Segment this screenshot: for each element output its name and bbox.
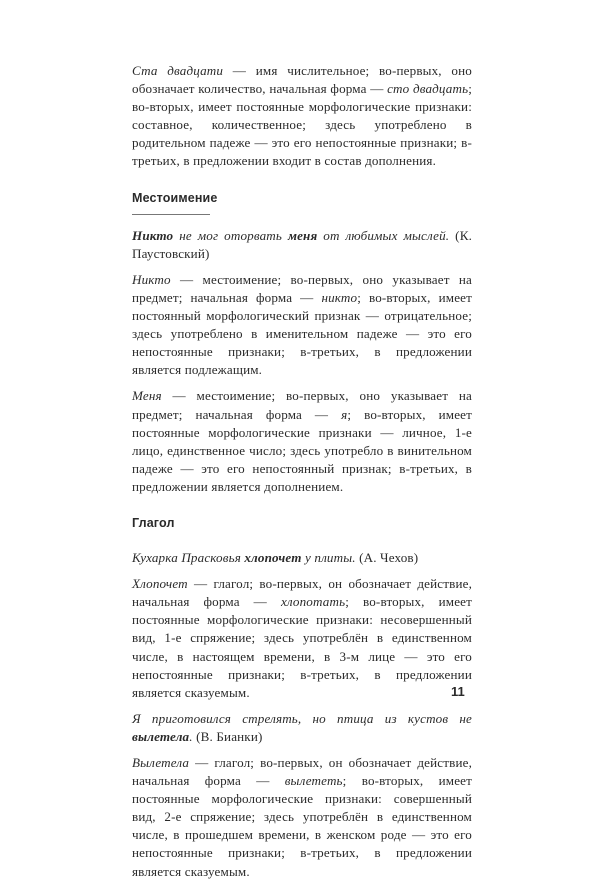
heading-pronoun	[132, 189, 472, 215]
run-2-2: меня	[287, 227, 318, 243]
run-9-1: — глагол; во-первых, он обозначает действие, начальная форма —	[132, 755, 472, 789]
run-8-2: .	[189, 728, 193, 744]
run-4-2: я	[341, 406, 348, 422]
run-6-1: хлопочет	[244, 550, 302, 566]
run-3-3: ; во-вторых, имеет постоянный морфологический признак — отрицательное; здесь употреблено в именительном падеже — это его непостоянные признаки; в-третьих, в предложении является подлежащим.	[132, 289, 472, 378]
run-9-0: Вылетела	[132, 755, 190, 770]
run-6-3: (А. Чехов)	[355, 550, 419, 566]
document-body	[132, 62, 472, 889]
run-0-3: ; во-вторых, имеет постоянные морфологические признаки: составное, количественное; здесь употреблено в родительном падеже — это его непостоянные признаки; в-третьих, в предложении входит в состав дополнения.	[132, 81, 472, 169]
block-9	[132, 754, 472, 881]
run-2-3: от любимых мыслей.	[317, 227, 450, 243]
section-heading: Глагол	[132, 515, 175, 530]
run-7-2: хлопотать	[280, 594, 346, 610]
run-0-1: — имя числительное; во-первых, оно обозначает количество, начальная форма —	[132, 63, 472, 97]
run-7-1: — глагол; во-первых, он обозначает действие, начальная форма —	[132, 576, 472, 610]
run-4-3: ; во-вторых, имеет постоянные морфологические признаки — личное, 1-е лицо, единственное число; здесь употребло в винительном падеже — это его непостоянный признак; в-третьих, в предложении является дополнением.	[132, 406, 473, 494]
run-8-1: вылетела	[132, 728, 190, 744]
run-8-0: Я приготовился стрелять, но птица из кустов не	[132, 710, 472, 726]
run-0-2: сто двадцать	[387, 81, 469, 97]
block-4	[132, 387, 472, 496]
run-4-0: Меня	[132, 388, 162, 404]
run-6-0: Кухарка Прасковья	[132, 550, 245, 566]
run-7-3: ; во-вторых, имеет постоянные морфологические признаки: несовершенный вид, 1-е спряжение; здесь употреблён в единственном числе, в настоящем времени, в 3-м лице — это его непостоянные признаки; в-третьих, в предложении является сказуемым.	[132, 594, 473, 700]
run-2-1: не мог оторвать	[173, 227, 288, 243]
block-0	[132, 62, 472, 171]
run-4-1: — местоимение; во-первых, оно указывает на предмет; начальная форма —	[132, 388, 472, 422]
run-7-0: Хлопочет	[132, 576, 188, 592]
run-3-0: Никто	[132, 271, 171, 287]
heading-verb	[132, 514, 472, 537]
block-6	[132, 549, 472, 567]
block-8	[132, 710, 472, 746]
block-3	[132, 271, 472, 380]
run-9-2: вылететь	[284, 773, 343, 789]
run-6-2: у плиты.	[301, 550, 356, 566]
run-8-3: (В. Бианки)	[192, 728, 263, 744]
section-heading: Местоимение	[132, 190, 218, 205]
heading-underline	[132, 214, 210, 215]
run-3-1: — местоимение; во-первых, оно указывает на предмет; начальная форма —	[132, 271, 472, 305]
run-2-4: (К. Паустовский)	[132, 227, 472, 261]
page-number: 11	[451, 684, 465, 699]
run-0-0: Ста двадцати	[132, 63, 224, 78]
block-7	[132, 575, 472, 702]
block-2	[132, 227, 472, 263]
run-3-2: никто	[321, 289, 358, 305]
run-2-0: Никто	[132, 227, 174, 243]
run-9-3: ; во-вторых, имеет постоянные морфологические признаки: совершенный вид, 2-е спряжение; здесь употреблён в единственном числе, в прошедшем времени, в женском роде — это его непостоянные признаки; в-третьих, в предложении является сказуемым.	[132, 773, 473, 879]
